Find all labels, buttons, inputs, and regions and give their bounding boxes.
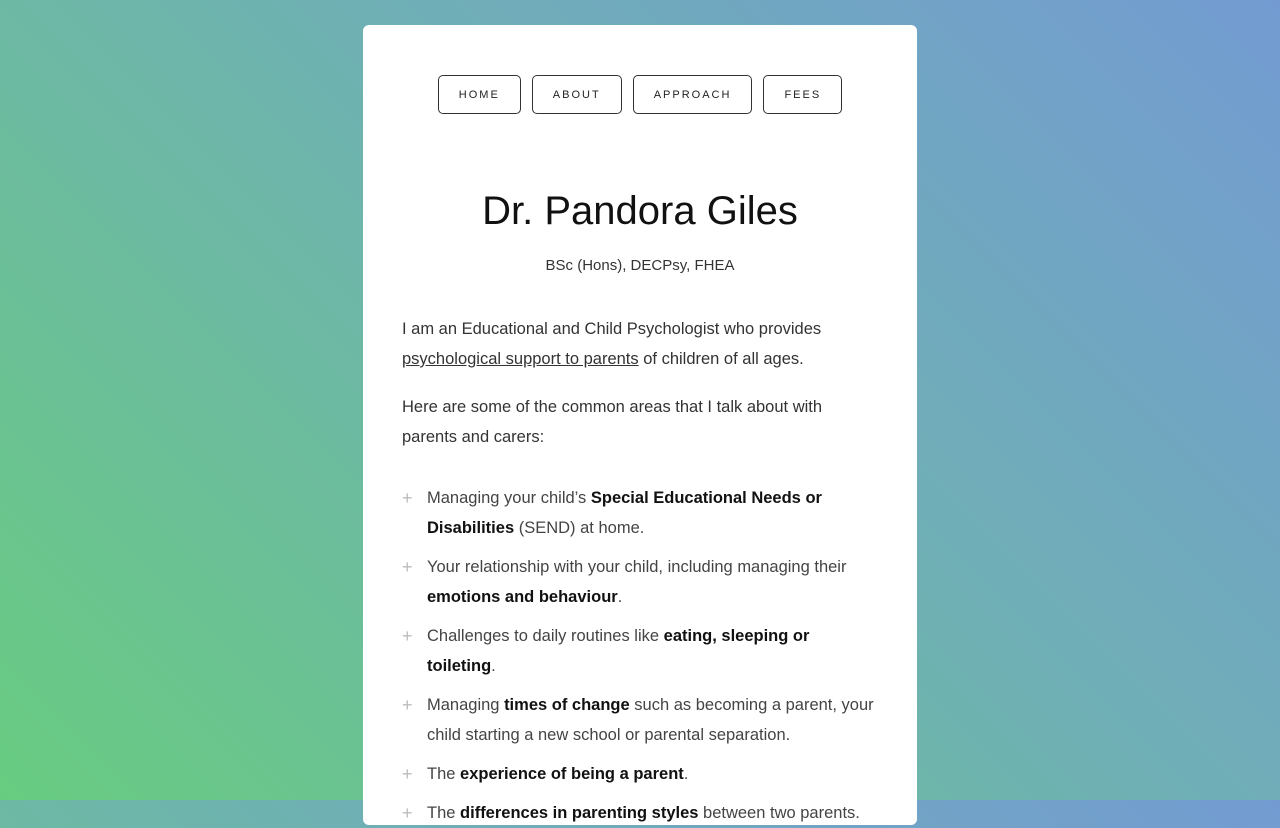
areas-list [402, 483, 878, 828]
item-text: . [617, 588, 623, 606]
item-emphasis: differences in parenting styles [460, 804, 699, 822]
intro-paragraph [402, 314, 878, 374]
item-text: Challenges to daily routines like [427, 627, 664, 645]
item-text: (SEND) at home. [514, 519, 645, 537]
item-text: Your relationship with your child, including managing their [427, 558, 847, 576]
item-text: The [427, 804, 461, 822]
areas-intro-paragraph: Here are some of the common areas that I talk about with parents and carers: [402, 398, 823, 446]
nav-approach-button[interactable]: APPROACH [633, 75, 753, 114]
item-text: . [491, 657, 496, 675]
nav-home-button[interactable]: HOME [438, 75, 521, 114]
list-item [402, 483, 878, 543]
list-item [402, 621, 878, 681]
main-nav [402, 75, 878, 114]
item-emphasis: experience of being a parent [460, 765, 684, 783]
item-emphasis: emotions and behaviour [427, 588, 618, 606]
list-item [402, 690, 878, 750]
item-emphasis: eating, sleeping or toileting [427, 627, 810, 675]
parent-support-link[interactable]: psychological support to parents [402, 350, 639, 368]
list-item [402, 759, 878, 789]
item-text: such as becoming a parent, your child starting a new school or parental separation. [427, 696, 874, 744]
intro-text-end: of children of all ages. [638, 350, 804, 368]
list-item [402, 798, 878, 828]
intro-text: I am an Educational and Child Psychologist who provides [402, 320, 822, 338]
credentials: BSc (Hons), DECPsy, FHEA [545, 257, 735, 274]
page-title: Dr. Pandora Giles [482, 189, 798, 233]
item-text: between two parents. [698, 804, 860, 822]
content-card [363, 25, 917, 825]
nav-about-button[interactable]: ABOUT [532, 75, 622, 114]
plus-icon: + [402, 695, 413, 715]
plus-icon: + [402, 764, 413, 784]
plus-icon: + [402, 488, 413, 508]
plus-icon: + [402, 803, 413, 823]
item-text: Managing your child’s [427, 489, 591, 507]
nav-fees-button[interactable]: FEES [763, 75, 842, 114]
item-emphasis: Special Educational Needs or Disabilities [427, 489, 822, 537]
plus-icon: + [402, 626, 413, 646]
item-text: The [427, 765, 461, 783]
plus-icon: + [402, 557, 413, 577]
item-text: Managing [427, 696, 505, 714]
item-text: . [683, 765, 689, 783]
item-emphasis: times of change [504, 696, 630, 714]
list-item [402, 552, 878, 612]
